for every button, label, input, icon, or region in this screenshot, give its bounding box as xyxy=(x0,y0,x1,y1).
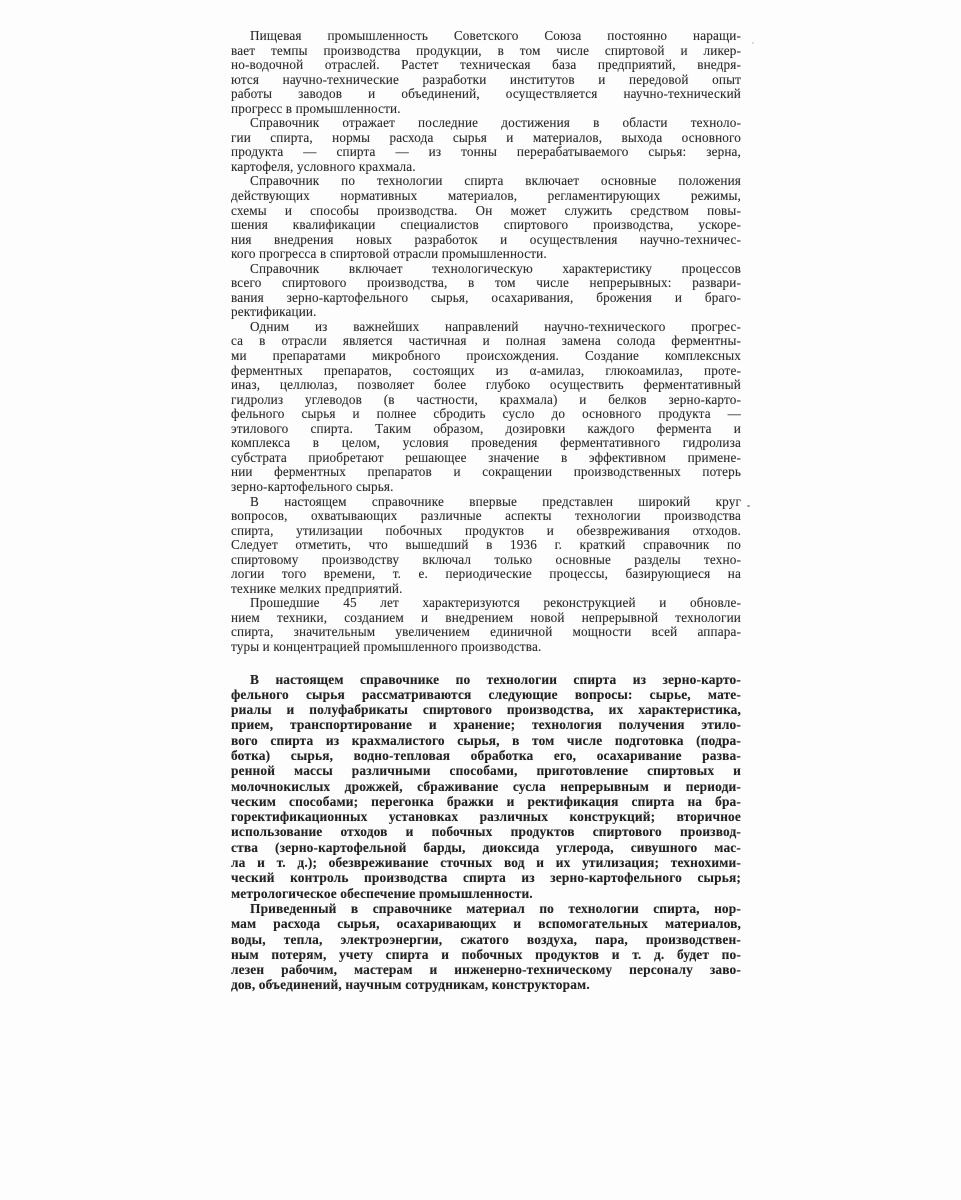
text-line: Приведенный в справочнике материал по технологии спирта, нор- xyxy=(250,900,741,916)
paragraph xyxy=(231,495,741,597)
text-line: вания зерно-картофельного сырья, осахаривания, брожения и браго- xyxy=(231,290,741,305)
text-line: субстрата приобретают решающее значение в эффективном примене- xyxy=(231,450,741,465)
text-line: ческим способами; перегонка бражки и ректификация спирта на бра- xyxy=(231,793,741,809)
text-line: вопросов, охватывающих различные аспекты технологии производства xyxy=(231,509,741,524)
text-line: фельного сырья рассматриваются следующие вопросы: сырье, мате- xyxy=(231,686,741,702)
preface-regular-text xyxy=(231,29,741,655)
preface-bold-text xyxy=(231,672,741,993)
text-line: Одним из важнейших направлений научно-технического прогрес- xyxy=(250,319,741,334)
text-line: этилового спирта. Таким образом, дозировки каждого фермента и xyxy=(231,421,741,436)
text-line: комплекса в целом, условия проведения ферментативного гидролиза xyxy=(231,436,741,451)
text-line: Справочник по технологии спирта включает основные положения xyxy=(250,174,741,189)
text-line: ла и т. д.); обезвреживание сточных вод и их утилизация; технохими- xyxy=(231,855,741,871)
paragraph xyxy=(231,29,741,116)
scan-speck xyxy=(752,42,754,44)
text-line: вого спирта из крахмалистого сырья, в том числе подготовка (подра- xyxy=(231,732,741,748)
text-line: вает темпы производства продукции, в том числе спиртовой и ликер- xyxy=(231,43,741,58)
text-line: лезен рабочим, мастерам и инженерно-техническому персоналу заво- xyxy=(231,962,741,978)
text-line: нием техники, созданием и внедрением новой непрерывной технологии xyxy=(231,610,741,625)
text-line: ренной массы различными способами, приготовление спиртовых и xyxy=(231,763,741,779)
text-line: воды, тепла, электроэнергии, сжатого воздуха, пара, производствен- xyxy=(231,931,741,947)
text-line: технике мелких предприятий. xyxy=(231,581,403,596)
text-line: прогресс в промышленности. xyxy=(231,101,401,116)
text-line: риалы и полуфабрикаты спиртового производства, их характеристика, xyxy=(231,702,741,718)
text-line: гии спирта, нормы расхода сырья и материалов, выхода основного xyxy=(231,130,741,145)
text-line: но-водочной отраслей. Растет техническая база предприятий, внедря- xyxy=(231,58,741,73)
text-line: Справочник включает технологическую характеристику процессов xyxy=(250,261,741,276)
text-column xyxy=(231,29,741,993)
text-line: горектификационных установках различных конструкций; вторичное xyxy=(231,809,741,825)
text-line: гидролиз углеводов (в частности, крахмала) и белков зерно-карто- xyxy=(231,392,741,407)
text-line: логии того времени, т. е. периодические процессы, базирующиеся на xyxy=(231,567,741,582)
paragraph xyxy=(231,116,741,174)
text-line: ческий контроль производства спирта из зерно-картофельного сырья; xyxy=(231,870,741,886)
paragraph xyxy=(231,174,741,261)
text-line: фельного сырья и полнее сбродить сусло до основного продукта — xyxy=(231,407,741,422)
text-line: шения квалификации специалистов спиртового производства, ускоре- xyxy=(231,218,741,233)
text-line: ботка) сырья, водно-тепловая обработка его, осахаривание разва- xyxy=(231,748,741,763)
text-line: продукта — спирта — из тонны перерабатываемого сырья: зерна, xyxy=(231,145,741,160)
text-line: Следует отметить, что вышедший в 1936 г. краткий справочник по xyxy=(231,538,741,553)
text-line: ния внедрения новых разработок и осуществления научно-техничес- xyxy=(231,232,741,247)
text-line: прием, транспортирование и хранение; технология получения этило- xyxy=(231,717,741,733)
paragraph xyxy=(231,672,741,901)
text-line: иназ, целлюлаз, позволяет более глубоко осуществить ферментативный xyxy=(231,378,741,393)
text-line: ферментных препаратов, состоящих из α-амилаз, глюкоамилаз, проте- xyxy=(231,363,741,378)
paragraph xyxy=(231,596,741,654)
text-line: нии ферментных препаратов и сокращении производственных потерь xyxy=(231,465,741,480)
text-line: ются научно-технические разработки институтов и передовой опыт xyxy=(231,72,741,87)
text-line: схемы и способы производства. Он может служить средством повы- xyxy=(231,203,741,218)
text-line: зерно-картофельного сырья. xyxy=(231,479,394,494)
text-line: спирта, значительным увеличением единичной мощности всей аппара- xyxy=(231,625,741,640)
text-line: всего спиртового производства, в том числе непрерывных: развари- xyxy=(231,276,741,291)
text-line: Прошедшие 45 лет характеризуются реконструкцией и обновле- xyxy=(250,596,741,611)
text-line: использование отходов и побочных продуктов спиртового производ- xyxy=(231,824,741,840)
text-line: молочнокислых дрожжей, сбраживание сусла непрерывным и периоди- xyxy=(231,778,741,794)
text-line: работы заводов и объединений, осуществляется научно-технический xyxy=(231,87,741,102)
text-line: кого прогресса в спиртовой отрасли промышленности. xyxy=(231,247,547,262)
paragraph xyxy=(231,901,741,993)
text-line: туры и концентрацией промышленного производства. xyxy=(231,639,542,654)
text-line: Справочник отражает последние достижения в области техноло- xyxy=(250,116,741,131)
text-line: Пищевая промышленность Советского Союза постоянно наращи- xyxy=(250,29,741,43)
text-line: дов, объединений, научным сотрудникам, конструкторам. xyxy=(231,977,590,993)
text-line: мам расхода сырья, осахаривающих и вспомогательных материалов, xyxy=(231,916,741,932)
text-line: картофеля, условного крахмала. xyxy=(231,159,416,174)
text-line: метрологическое обеспечение промышленности. xyxy=(231,885,533,901)
text-line: спиртовому производству включал только основные разделы техно- xyxy=(231,552,741,567)
scan-speck xyxy=(747,505,750,507)
text-line: ным потерям, учету спирта и побочных продуктов и т. д. будет по- xyxy=(231,946,741,962)
text-line: спирта, утилизации побочных продуктов и обезвреживания отходов. xyxy=(231,523,741,538)
text-line: са в отрасли является частичная и полная замена солода ферментны- xyxy=(231,334,741,349)
text-line: ректификации. xyxy=(231,305,317,320)
text-line: действующих нормативных материалов, регламентирующих режимы, xyxy=(231,189,741,204)
text-line: ства (зерно-картофельной барды, диоксида углерода, сивушного мас- xyxy=(231,839,741,855)
text-line: В настоящем справочнике по технологии спирта из зерно-карто- xyxy=(250,671,741,687)
paragraph xyxy=(231,262,741,320)
paragraph xyxy=(231,320,741,495)
text-line: ми препаратами микробного происхождения. Создание комплексных xyxy=(231,349,741,364)
text-line: В настоящем справочнике впервые представлен широкий круг xyxy=(250,494,741,509)
